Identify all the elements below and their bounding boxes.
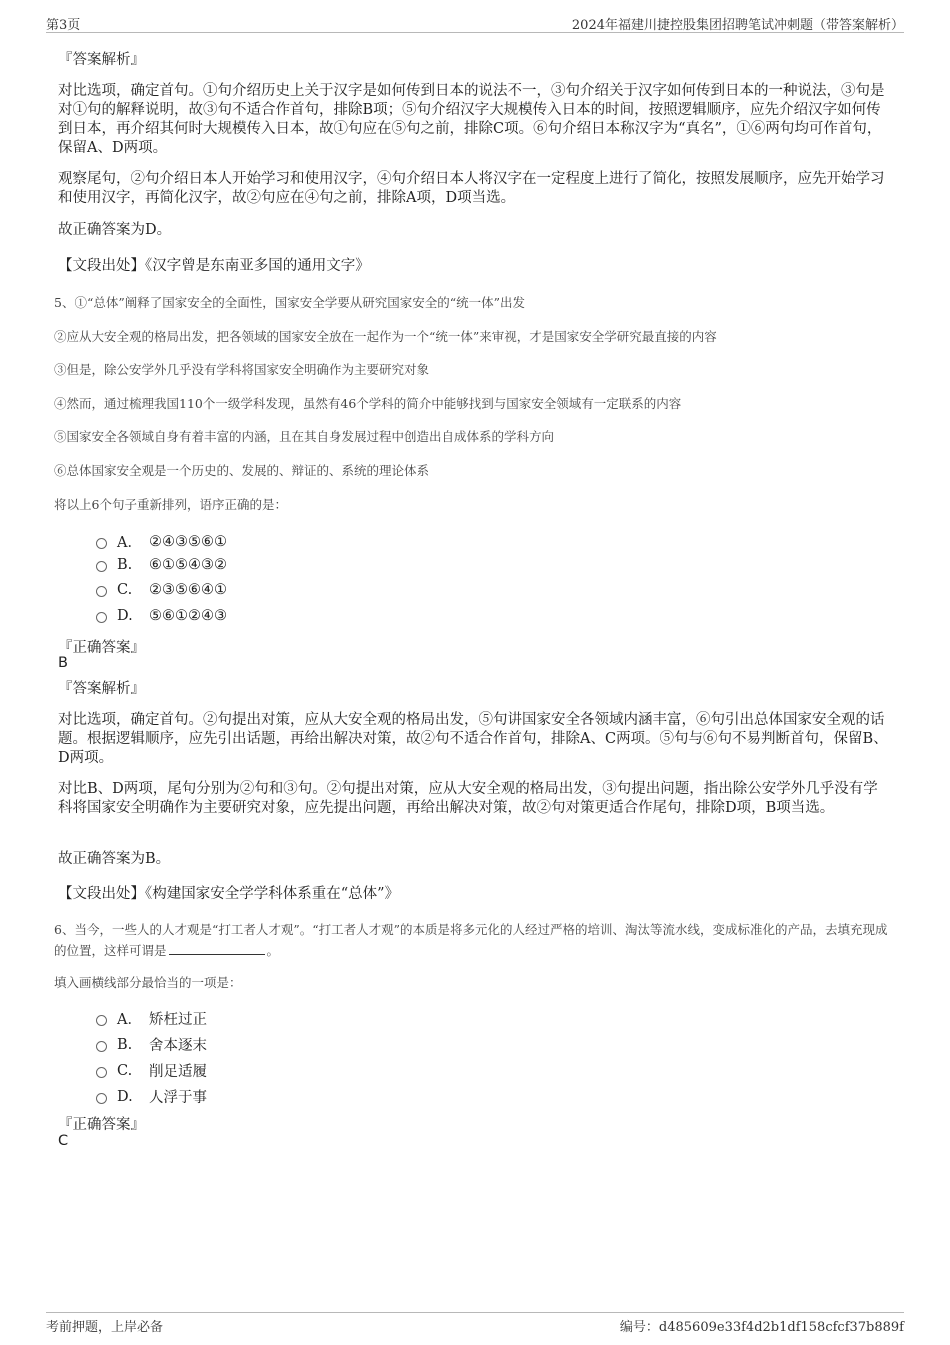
radio-button-icon[interactable] [96, 538, 107, 549]
question-6-stem-text: 6、当今，一些人的人才观是“打工者人才观”。“打工者人才观”的本质是将多元化的人经过严格的培训、淘汰等流水线，变成标准化的产品，去填充现成的位置，这样可谓是 [54, 922, 888, 958]
fill-in-blank [169, 942, 265, 955]
question-5-sentence: 5、①“总体”阐释了国家安全的全面性，国家安全学要从研究国家安全的“统一体”出发 [54, 295, 526, 310]
option-text: ②④③⑤⑥① [149, 533, 227, 550]
page-footer [46, 1312, 904, 1335]
document-title: 2024年福建川捷控股集团招聘笔试冲刺题（带答案解析） [571, 18, 904, 33]
question-5-option-d[interactable] [96, 608, 227, 624]
option-letter: C. [117, 582, 133, 598]
analysis-paragraph: 对比选项，确定首句。①句介绍历史上关于汉字是如何传到日本的说法不一，③句介绍关于汉字如何传到日本的一种说法，③句是对①句的解释说明，故③句不适合作首句，排除B项；⑤句介绍汉字大规模传入日本的时间，按照逻辑顺序，应先介绍汉字如何传到日本，再介绍其何时大规模传入日本，故①句应在⑤句之前，排除C项。⑥句介绍日本称汉字为“真名”，①⑥两句均可作首句，保留A、D两项。 [58, 83, 885, 156]
option-letter: A． [117, 1012, 142, 1028]
option-text: 人浮于事 [149, 1090, 207, 1106]
option-letter: C. [117, 1062, 133, 1079]
page-header [46, 14, 904, 33]
question-5-option-c[interactable] [96, 582, 227, 598]
correct-answer-value: C [58, 1133, 69, 1149]
question-6-option-c[interactable] [96, 1060, 207, 1081]
option-letter: D. [117, 1088, 133, 1105]
radio-button-icon[interactable] [96, 612, 107, 623]
question-6-option-d[interactable] [96, 1086, 207, 1107]
source-citation: 【文段出处】《构建国家安全学学科体系重在“总体”》 [58, 886, 400, 902]
question-5-sentence: ⑥总体国家安全观是一个历史的、发展的、辩证的、系统的理论体系 [54, 463, 430, 478]
radio-button-icon[interactable] [96, 1015, 107, 1026]
document-id: 编号：d485609e33f4d2b1df158cfcf37b889f [619, 1320, 904, 1335]
radio-button-icon[interactable] [96, 1041, 107, 1052]
option-text: ⑤⑥①②④③ [149, 608, 227, 624]
correct-answer-label: 『正确答案』 [58, 640, 145, 656]
correct-answer-value: B [58, 655, 68, 671]
question-6-option-b[interactable] [96, 1034, 207, 1055]
footer-slogan: 考前押题，上岸必备 [46, 1320, 164, 1335]
analysis-paragraph: 对比选项，确定首句。②句提出对策，应从大安全观的格局出发，⑤句讲国家安全各领域内涵丰富，⑥句引出总体国家安全观的话题。根据逻辑顺序，应先引出话题，再给出解决对策，故②句不适合作首句，排除A、C两项。⑤句与⑥句不易判断首句，保留B、D两项。 [58, 712, 888, 766]
question-5-sentence: ③但是，除公安学外几乎没有学科将国家安全明确作为主要研究对象 [54, 362, 430, 377]
question-5-prompt: 将以上6个句子重新排列，语序正确的是： [54, 497, 287, 512]
option-letter: A． [117, 535, 142, 551]
answer-conclusion: 故正确答案为D。 [58, 222, 172, 238]
option-text: 矫枉过正 [149, 1012, 207, 1028]
question-5-sentence: ⑤国家安全各领域自身有着丰富的内涵，且在其自身发展过程中创造出自成体系的学科方向 [54, 429, 555, 444]
radio-button-icon[interactable] [96, 1067, 107, 1078]
option-text: ②③⑤⑥④① [149, 582, 227, 598]
option-text: 削足适履 [149, 1064, 207, 1080]
correct-answer-label: 『正确答案』 [58, 1117, 145, 1133]
question-5-option-a[interactable] [96, 531, 227, 552]
question-5-sentence: ④然而，通过梳理我国110个一级学科发现，虽然有46个学科的简介中能够找到与国家安全领域有一定联系的内容 [54, 396, 682, 411]
source-citation: 【文段出处】《汉字曾是东南亚多国的通用文字》 [58, 258, 370, 274]
question-6-stem-end: 。 [266, 943, 280, 958]
analysis-paragraph: 观察尾句，②句介绍日本人开始学习和使用汉字，④句介绍日本人将汉字在一定程度上进行了简化，按照发展顺序，应先开始学习和使用汉字，再简化汉字，故②句应在④句之前，排除A项，D项当选。 [58, 171, 885, 206]
radio-button-icon[interactable] [96, 561, 107, 572]
option-letter: D. [117, 608, 133, 624]
option-letter: B. [117, 1036, 133, 1053]
question-5-sentence: ②应从大安全观的格局出发，把各领域的国家安全放在一起作为一个“统一体”来审视，才是国家安全学研究最直接的内容 [54, 329, 717, 344]
option-text: 舍本逐末 [149, 1038, 207, 1054]
question-6-prompt: 填入画横线部分最恰当的一项是： [54, 975, 242, 990]
page-number: 第3页 [46, 18, 81, 33]
radio-button-icon[interactable] [96, 1093, 107, 1104]
option-letter: B. [117, 557, 133, 573]
option-text: ⑥①⑤④③② [149, 557, 227, 573]
answer-analysis-label: 『答案解析』 [58, 681, 145, 697]
answer-conclusion: 故正确答案为B。 [58, 851, 171, 867]
answer-analysis-label: 『答案解析』 [58, 52, 145, 68]
question-6-option-a[interactable] [96, 1008, 207, 1029]
question-5-option-b[interactable] [96, 557, 227, 573]
question-6-stem [54, 919, 890, 961]
analysis-paragraph: 对比B、D两项，尾句分别为②句和③句。②句提出对策，应从大安全观的格局出发，③句提出问题，指出除公安学外几乎没有学科将国家安全明确作为主要研究对象，应先提出问题，再给出解决对策，故②句对策更适合作尾句，排除D项，B项当选。 [58, 781, 878, 816]
radio-button-icon[interactable] [96, 586, 107, 597]
